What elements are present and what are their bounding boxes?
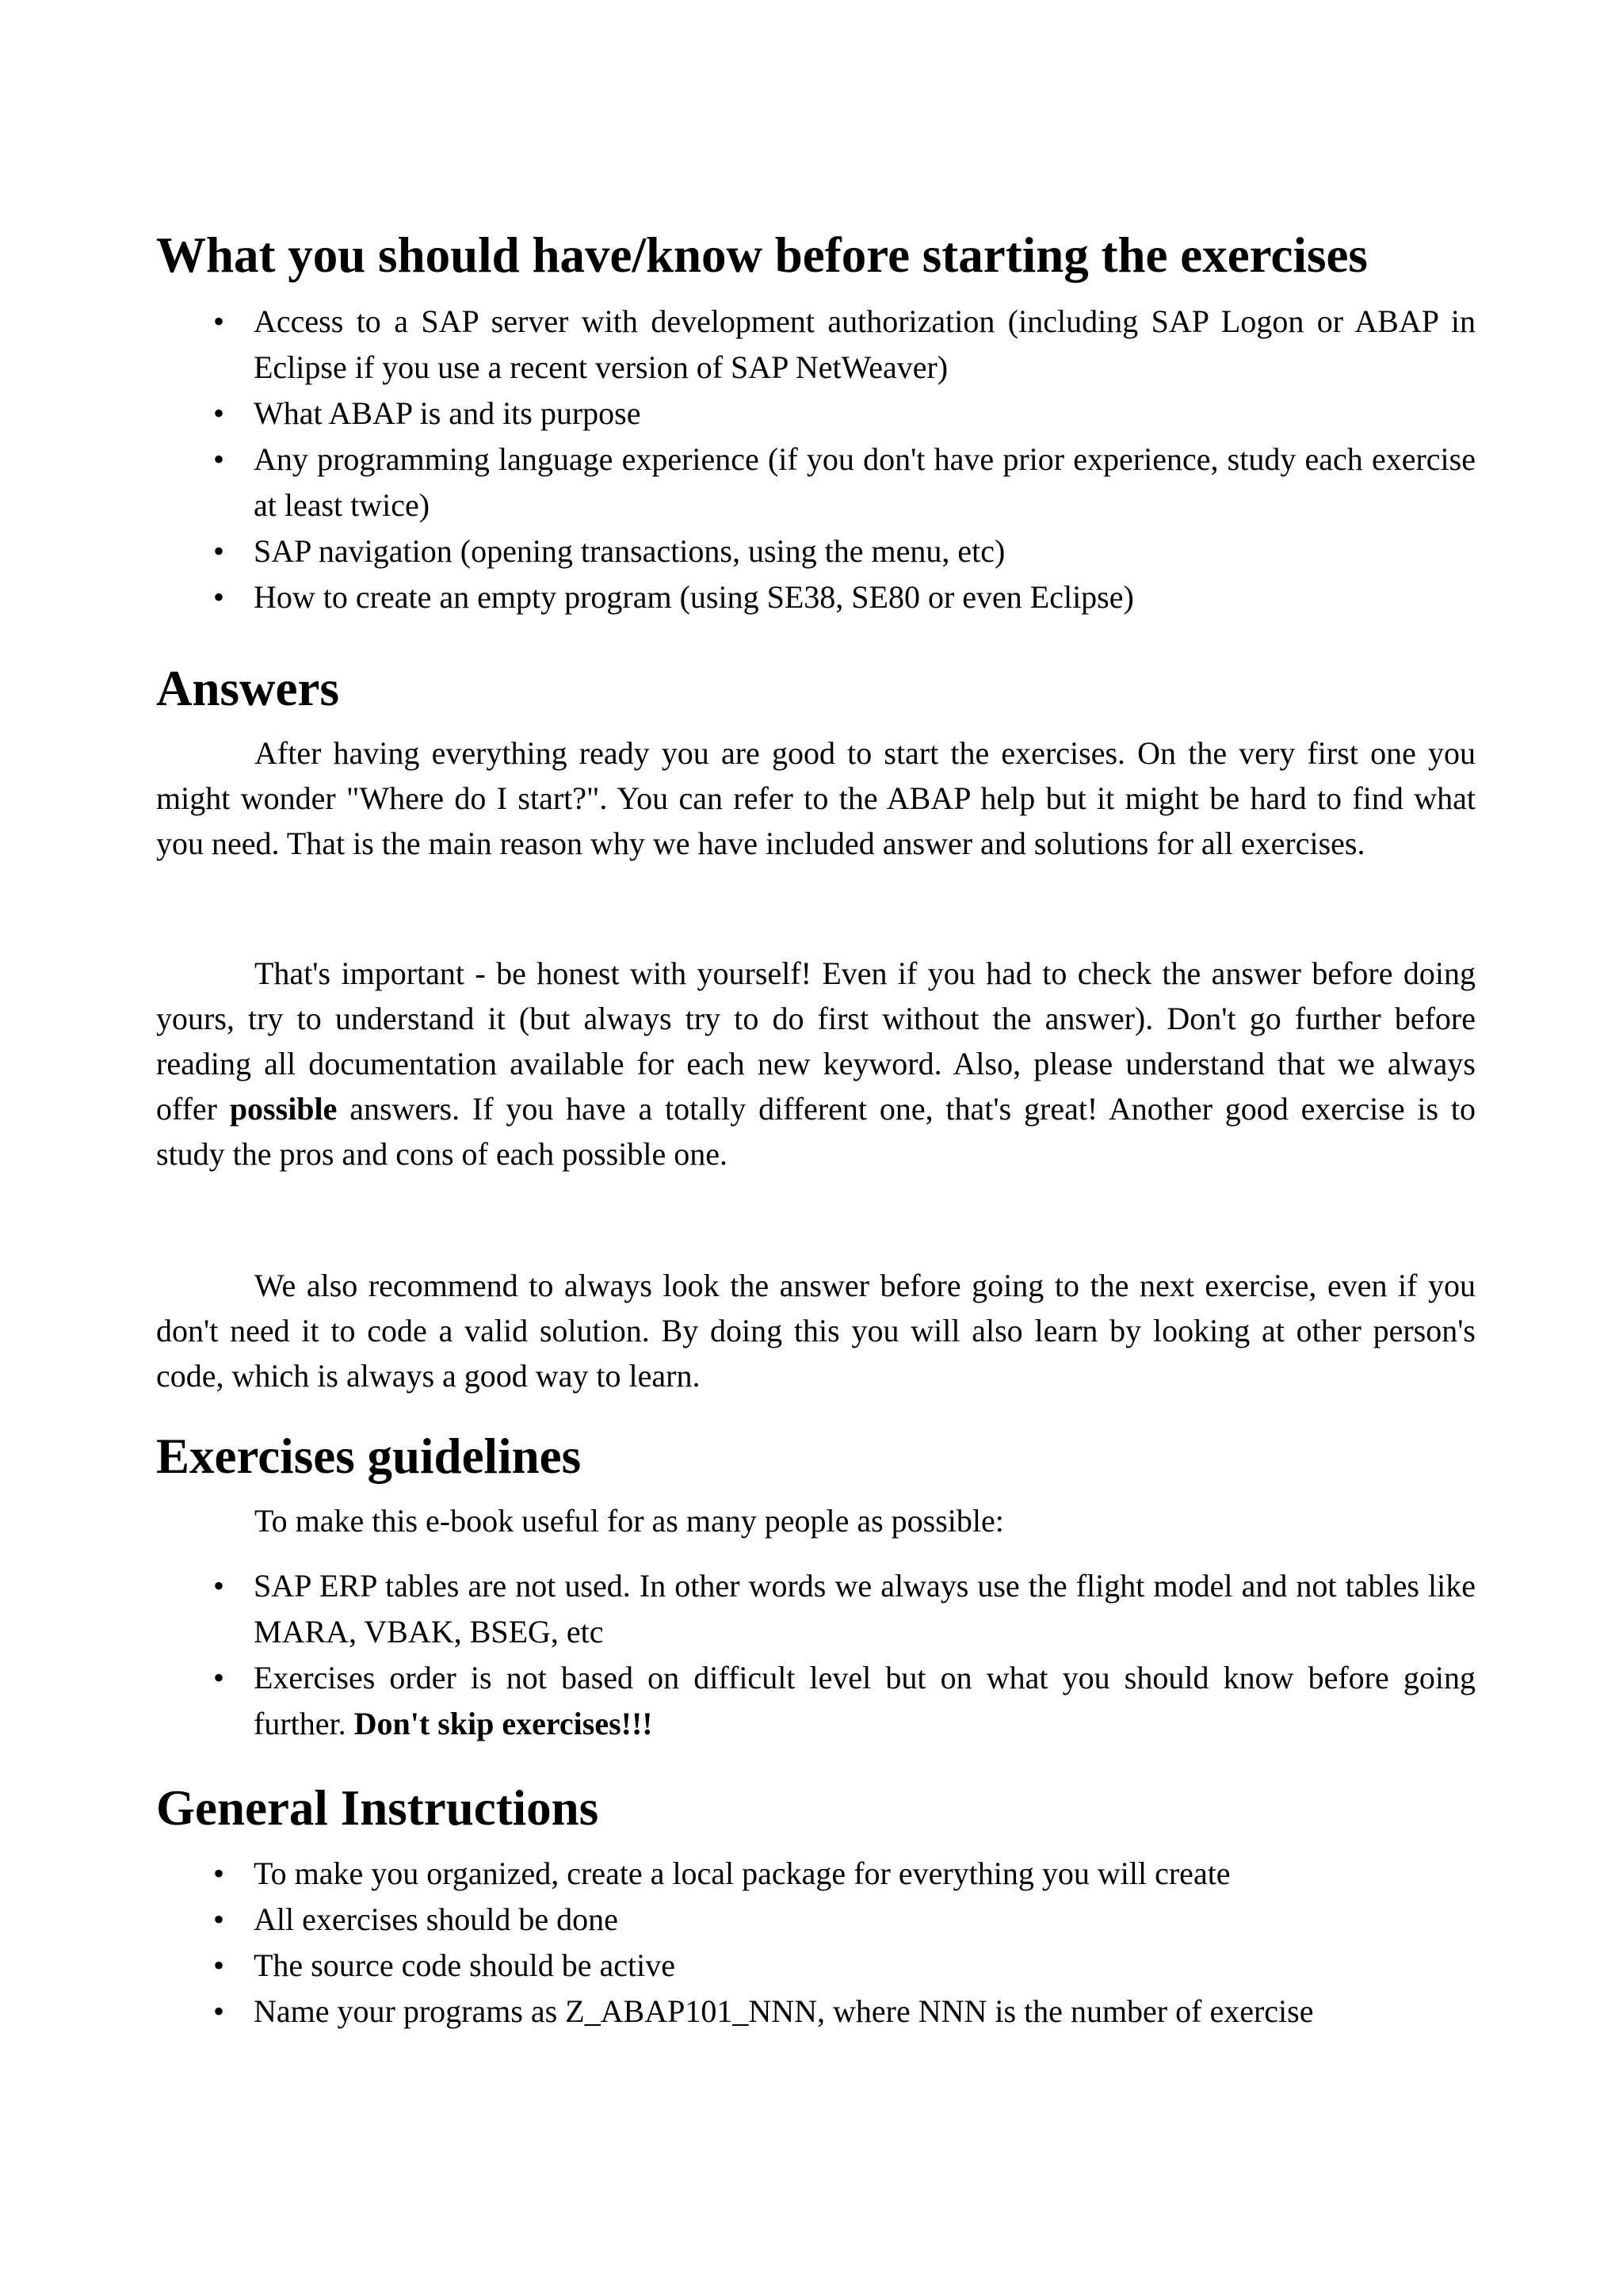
list-item	[156, 1563, 1476, 1655]
bullet-icon: •	[213, 1855, 225, 1891]
list-item-text: To make you organized, create a local package for everything you will create	[254, 1855, 1231, 1891]
guidelines-intro: To make this e-book useful for as many people as possible:	[254, 1503, 1004, 1539]
list-item	[156, 528, 1476, 574]
list-item-text: Access to a SAP server with development authorization (including SAP Logon or ABAP in Eclipse if you use a recent version of SAP NetWeaver)	[254, 303, 1476, 385]
heading-general-instructions: General Instructions	[156, 1780, 599, 1836]
list-item-text: SAP ERP tables are not used. In other words we always use the flight model and not tables like MARA, VBAK, BSEG, etc	[254, 1568, 1476, 1650]
answers-paragraph-2	[156, 951, 1476, 1177]
list-item-text: Exercises order is not based on difficult level but on what you should know before going further. Don't skip exercises!!!	[254, 1660, 1476, 1741]
paragraph-text: That's important - be honest with yourself! Even if you had to check the answer before doing yours, try to understand it (but always try to do first without the answer). Don't go further before reading all documentation available for each new keyword. Also, please understand that we always offer	[156, 955, 1476, 1127]
list-item	[156, 1989, 1476, 2035]
bullet-icon: •	[213, 441, 225, 477]
instructions-list	[156, 1851, 1476, 2035]
prerequisites-list	[156, 299, 1476, 620]
bullet-icon: •	[213, 1901, 225, 1937]
list-item	[156, 1897, 1476, 1943]
list-item	[156, 574, 1476, 620]
bullet-icon: •	[213, 533, 225, 569]
emphasis-possible: possible	[229, 1091, 338, 1127]
bullet-icon: •	[213, 579, 225, 615]
guidelines-list	[156, 1563, 1476, 1747]
heading-guidelines: Exercises guidelines	[156, 1428, 582, 1484]
bullet-icon: •	[213, 395, 225, 431]
heading-prerequisites: What you should have/know before starting the exercises	[156, 227, 1368, 283]
list-item-text: SAP navigation (opening transactions, using the menu, etc)	[254, 533, 1006, 569]
answers-paragraph-3: We also recommend to always look the answer before going to the next exercise, even if you don't need it to code a valid solution. By doing this you will also learn by looking at other person's code, which is always a good way to learn.	[156, 1268, 1476, 1394]
list-item	[156, 1943, 1476, 1989]
bullet-icon: •	[213, 303, 225, 339]
list-item	[156, 299, 1476, 391]
bullet-icon: •	[213, 1993, 225, 2029]
bullet-icon: •	[213, 1660, 225, 1695]
list-item-text: Name your programs as Z_ABAP101_NNN, where NNN is the number of exercise	[254, 1993, 1314, 2029]
list-item-text: What ABAP is and its purpose	[254, 395, 641, 431]
list-item	[156, 1851, 1476, 1897]
list-item	[156, 437, 1476, 528]
bullet-icon: •	[213, 1947, 225, 1983]
list-item-text: How to create an empty program (using SE38, SE80 or even Eclipse)	[254, 579, 1134, 615]
paragraph-text: answers. If you have a totally different one, that's great! Another good exercise is to study the pros and cons of each possible one.	[156, 1091, 1476, 1172]
list-item-text: Any programming language experience (if you don't have prior experience, study each exercise at least twice)	[254, 441, 1476, 523]
list-item	[156, 1655, 1476, 1747]
bullet-icon: •	[213, 1568, 225, 1604]
heading-answers: Answers	[156, 661, 339, 716]
answers-paragraph-1: After having everything ready you are good to start the exercises. On the very first one you might wonder "Where do I start?". You can refer to the ABAP help but it might be hard to find what you need. That is the main reason why we have included answer and solutions for all exercises.	[156, 735, 1476, 861]
list-item-text: The source code should be active	[254, 1947, 676, 1983]
list-item	[156, 391, 1476, 437]
list-item-text: All exercises should be done	[254, 1901, 618, 1937]
emphasis-dont-skip: Don't skip exercises!!!	[353, 1706, 653, 1741]
